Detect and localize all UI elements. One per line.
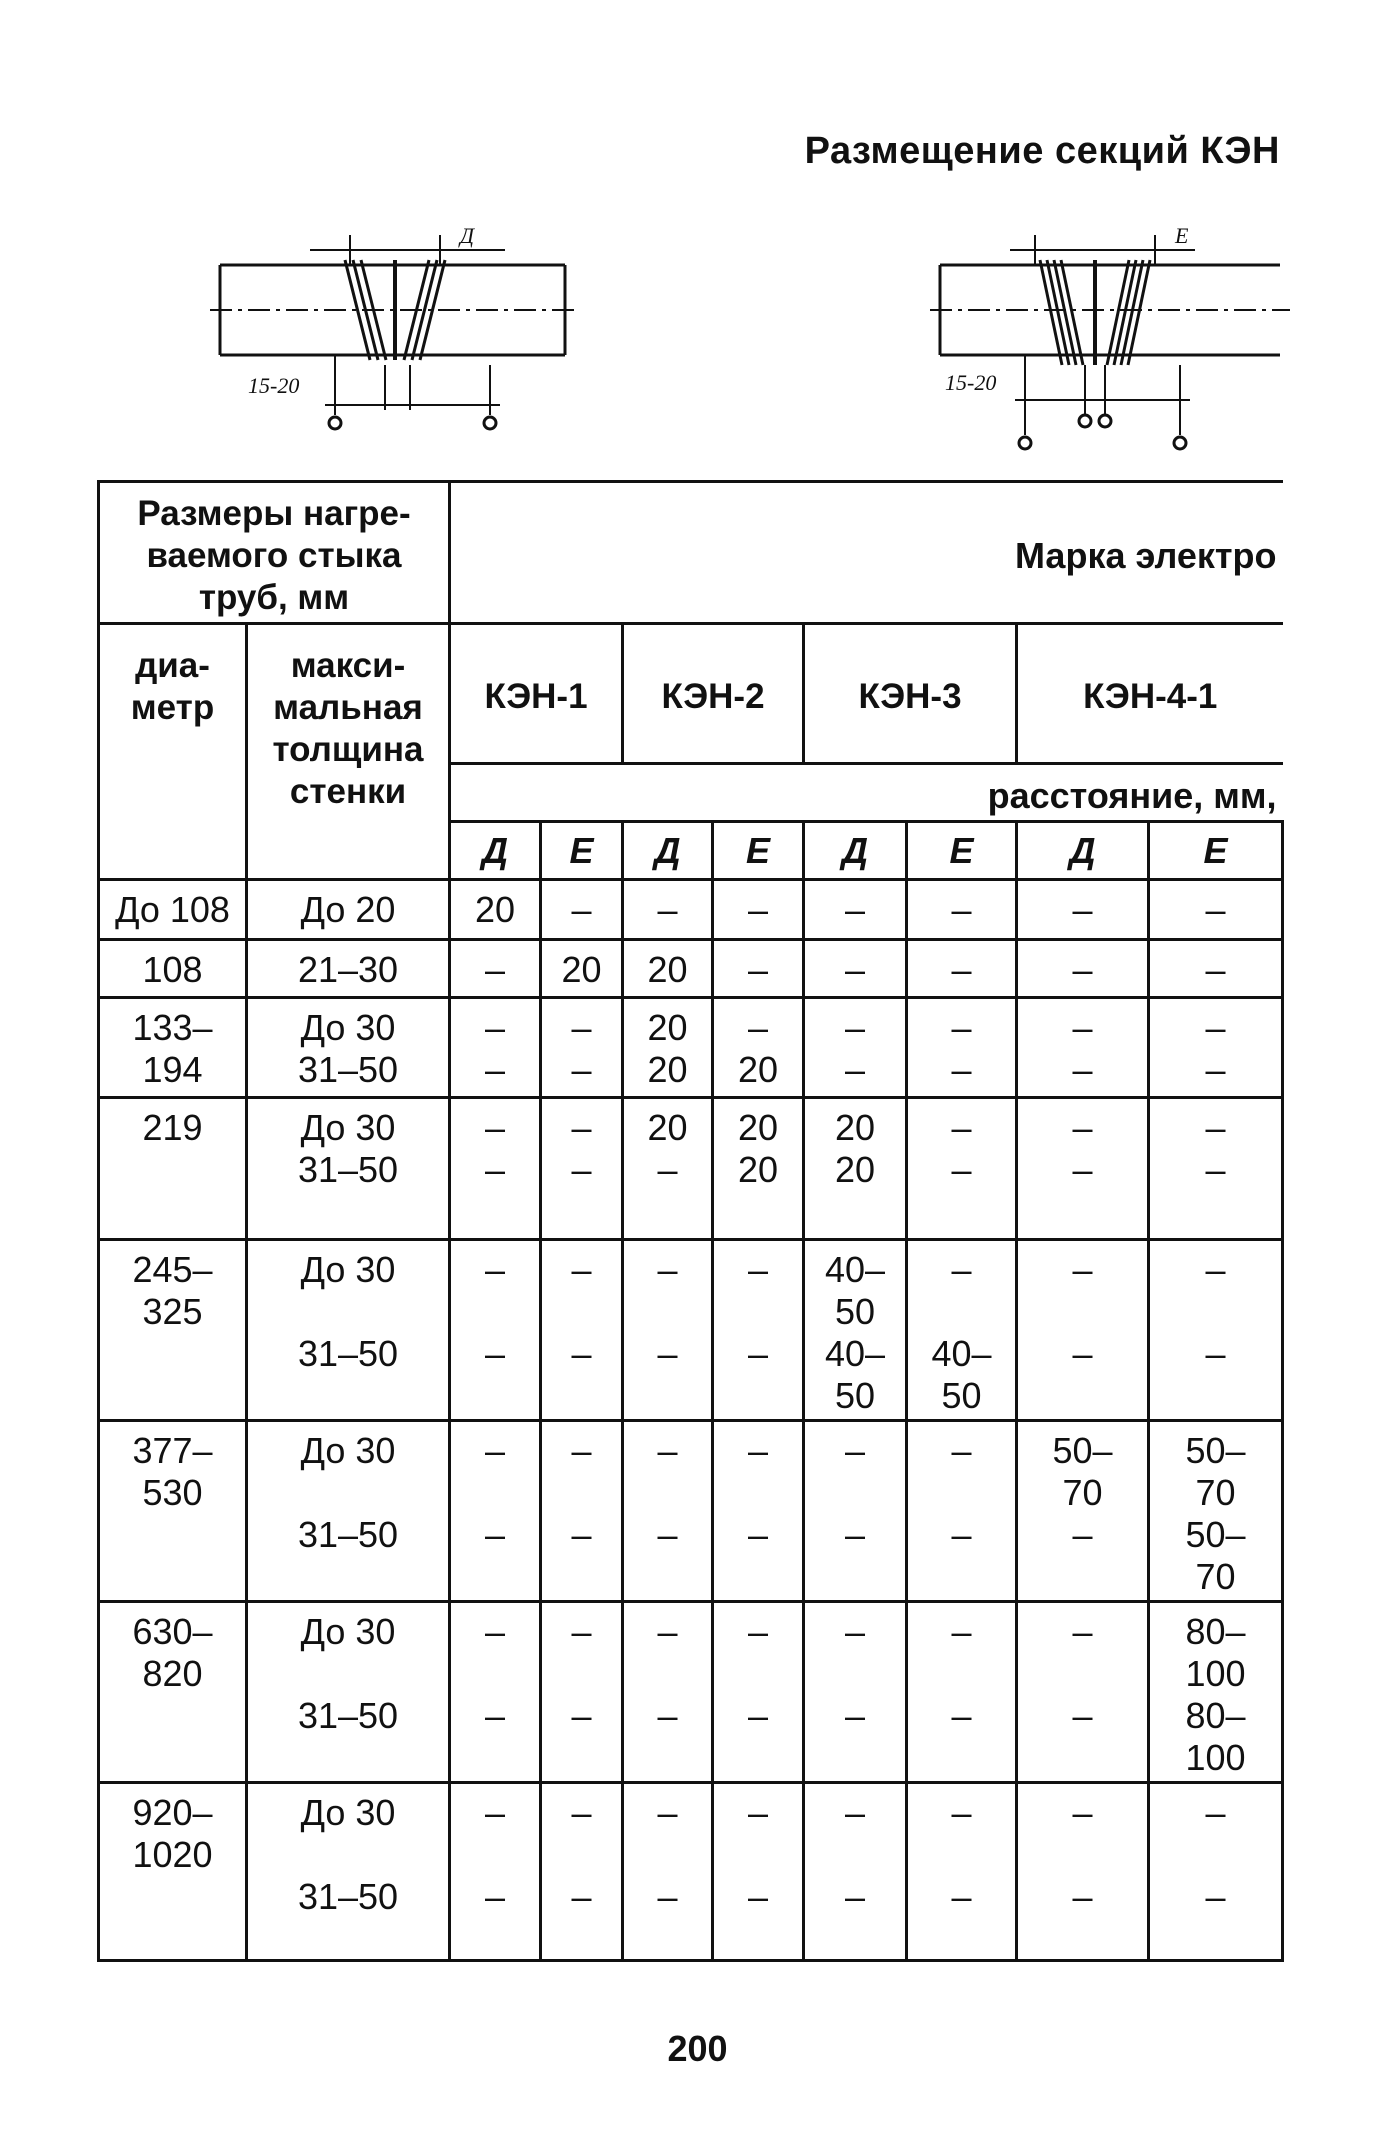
cell-distance xyxy=(623,998,713,1098)
cell-line: – xyxy=(1205,1007,1226,1048)
cell-line: – xyxy=(844,949,866,990)
cell-line: – xyxy=(1072,1514,1093,1555)
cell-line: – xyxy=(951,1430,972,1471)
cell-line xyxy=(1020,1653,1145,1695)
page-title: Размещение секций КЭН xyxy=(804,130,1280,172)
cell-line: 630– xyxy=(132,1611,213,1652)
cell-distance xyxy=(1017,1098,1149,1240)
cell-line: – xyxy=(484,1049,506,1090)
cell-distance xyxy=(804,1098,907,1240)
cell-line: 100 xyxy=(1185,1737,1246,1778)
mark-header-ken-4-1: КЭН-4-1 xyxy=(1017,624,1283,764)
cell-distance xyxy=(804,1602,907,1783)
cell-distance xyxy=(450,1602,541,1783)
cell-distance xyxy=(713,940,804,998)
cell-line: – xyxy=(951,889,972,930)
cell-line: 31–50 xyxy=(297,1149,399,1190)
cell-line: – xyxy=(657,1149,678,1190)
cell-line: – xyxy=(747,1514,769,1555)
cell-line xyxy=(544,1291,619,1333)
cell-line: – xyxy=(1072,949,1093,990)
cell-line: – xyxy=(747,1792,769,1833)
table-row xyxy=(99,1783,1283,1961)
dim-15-20-label: 15-20 xyxy=(248,373,300,398)
cell-line xyxy=(250,1291,446,1333)
cell-line: 530 xyxy=(142,1472,203,1513)
cell-distance xyxy=(907,1098,1017,1240)
page-number: 200 xyxy=(667,2028,728,2069)
cell-line: – xyxy=(657,1695,678,1736)
cell-distance xyxy=(1017,998,1149,1098)
cell-line xyxy=(716,1291,800,1333)
cell-line: – xyxy=(844,1611,866,1652)
cell-line: – xyxy=(951,949,972,990)
cell-line: – xyxy=(571,1007,592,1048)
cell-line: 20 xyxy=(834,1149,876,1190)
cell-distance xyxy=(713,1421,804,1602)
cell-line xyxy=(716,1472,800,1514)
cell-line: – xyxy=(484,1430,506,1471)
table-row xyxy=(99,1098,1283,1240)
cell-line: – xyxy=(844,1876,866,1917)
cell-line: – xyxy=(484,1007,506,1048)
mark-header-ken-3: КЭН-3 xyxy=(804,624,1017,764)
cell-line: 31–50 xyxy=(297,1049,399,1090)
group-header-electro-mark: Марка электро xyxy=(450,482,1283,624)
cell-line: – xyxy=(657,1876,678,1917)
cell-diameter xyxy=(99,1098,247,1240)
cell-distance xyxy=(713,880,804,940)
cell-line: 80– xyxy=(1185,1695,1246,1736)
cell-line: – xyxy=(484,949,506,990)
cell-line: – xyxy=(747,1249,769,1290)
cell-line: – xyxy=(484,1876,506,1917)
cell-distance xyxy=(1017,1783,1149,1961)
cell-distance xyxy=(907,998,1017,1098)
cell-line: 325 xyxy=(142,1291,203,1332)
cell-line: 50 xyxy=(834,1375,876,1416)
cell-diameter xyxy=(99,1783,247,1961)
cell-line: До 30 xyxy=(300,1792,396,1833)
table-row xyxy=(99,1421,1283,1602)
cell-line: – xyxy=(1205,1876,1226,1917)
sub-header-d: Д xyxy=(450,822,541,880)
cell-line xyxy=(910,1834,1013,1876)
cell-line: 70 xyxy=(1062,1472,1103,1513)
cell-line: – xyxy=(1205,1249,1226,1290)
cell-thickness xyxy=(247,1240,450,1421)
cell-distance xyxy=(1017,1421,1149,1602)
cell-line: 20 xyxy=(737,1049,779,1090)
cell-distance xyxy=(623,880,713,940)
cell-line: – xyxy=(747,889,769,930)
cell-distance xyxy=(1149,998,1283,1098)
cell-line: – xyxy=(747,949,769,990)
cell-line xyxy=(807,1472,903,1514)
cell-line: – xyxy=(1205,949,1226,990)
cell-line: – xyxy=(571,1249,592,1290)
cell-diameter xyxy=(99,880,247,940)
cell-line: 377– xyxy=(132,1430,213,1471)
cell-line: 20 xyxy=(737,1107,779,1148)
cell-line: – xyxy=(657,1514,678,1555)
cell-line: – xyxy=(1072,1611,1093,1652)
cell-distance xyxy=(907,1783,1017,1961)
cell-thickness xyxy=(247,1421,450,1602)
cell-line: 20 xyxy=(737,1149,779,1190)
cell-line: – xyxy=(484,1107,506,1148)
cell-line: 920– xyxy=(132,1792,213,1833)
cell-line xyxy=(910,1653,1013,1695)
cell-line: – xyxy=(657,1792,678,1833)
cell-distance xyxy=(907,1602,1017,1783)
cell-line: 40– xyxy=(824,1333,886,1374)
cell-distance xyxy=(1017,880,1149,940)
table-row xyxy=(99,880,1283,940)
cell-line: 194 xyxy=(142,1049,203,1090)
cell-distance xyxy=(541,1602,623,1783)
cell-distance xyxy=(1149,1098,1283,1240)
cell-distance xyxy=(623,940,713,998)
cell-distance xyxy=(541,1098,623,1240)
cell-line: 50– xyxy=(1052,1430,1113,1471)
cell-line: – xyxy=(951,1876,972,1917)
cell-diameter xyxy=(99,1240,247,1421)
cell-line xyxy=(544,1834,619,1876)
cell-line: 31–50 xyxy=(297,1695,399,1736)
cell-line: – xyxy=(1072,1333,1093,1374)
cell-line xyxy=(453,1291,537,1333)
cell-line: – xyxy=(571,1333,592,1374)
cell-line xyxy=(807,1653,903,1695)
cell-line: – xyxy=(951,1107,972,1148)
dim-e-label: Е xyxy=(1175,223,1189,248)
cell-distance xyxy=(804,1240,907,1421)
cell-line xyxy=(250,1472,446,1514)
cell-distance xyxy=(450,998,541,1098)
ken-placement-table xyxy=(97,480,1284,1962)
cell-distance xyxy=(541,880,623,940)
cell-distance xyxy=(450,880,541,940)
cell-line: До 30 xyxy=(300,1249,396,1290)
cell-distance xyxy=(804,940,907,998)
cell-line: – xyxy=(747,1430,769,1471)
cell-line: – xyxy=(747,1876,769,1917)
cell-line: 80– xyxy=(1185,1611,1246,1652)
cell-line: – xyxy=(1072,1107,1093,1148)
cell-line: – xyxy=(951,1149,972,1190)
cell-line: – xyxy=(571,1514,592,1555)
cell-line: До 30 xyxy=(300,1611,396,1652)
cell-line: 70 xyxy=(1195,1556,1236,1597)
cell-line: – xyxy=(844,1514,866,1555)
cell-thickness xyxy=(247,940,450,998)
cell-line: 219 xyxy=(142,1107,203,1148)
cell-distance xyxy=(623,1098,713,1240)
cell-line: – xyxy=(571,889,592,930)
sub-header-e: Е xyxy=(713,822,804,880)
cell-line: – xyxy=(1072,1876,1093,1917)
cell-line: 20 xyxy=(561,949,602,990)
cell-distance xyxy=(450,1240,541,1421)
cell-distance xyxy=(1017,1240,1149,1421)
cell-line xyxy=(1152,1291,1279,1333)
cell-distance xyxy=(1017,1602,1149,1783)
cell-diameter xyxy=(99,940,247,998)
table-row xyxy=(99,1240,1283,1421)
sub-header-d: Д xyxy=(623,822,713,880)
cell-line: 100 xyxy=(1185,1653,1246,1694)
cell-line: До 30 xyxy=(300,1430,396,1471)
table-row xyxy=(99,998,1283,1098)
cell-line xyxy=(453,1653,537,1695)
cell-line: – xyxy=(747,1611,769,1652)
cell-distance xyxy=(541,940,623,998)
cell-line: 21–30 xyxy=(297,949,399,990)
cell-line: 20 xyxy=(647,1007,688,1048)
cell-line: – xyxy=(484,1149,506,1190)
sub-header-e: Е xyxy=(1149,822,1283,880)
cell-line xyxy=(1020,1291,1145,1333)
sub-header-e: Е xyxy=(907,822,1017,880)
cell-line xyxy=(716,1653,800,1695)
dim-15-20-label: 15-20 xyxy=(945,370,997,395)
cell-line: – xyxy=(951,1514,972,1555)
cell-line: 245– xyxy=(132,1249,213,1290)
cell-line: – xyxy=(951,1695,972,1736)
cell-thickness xyxy=(247,998,450,1098)
cell-line: До 20 xyxy=(300,889,396,930)
cell-distance xyxy=(450,1783,541,1961)
cell-distance xyxy=(450,1098,541,1240)
distance-header: расстояние, мм, xyxy=(450,764,1283,822)
cell-distance xyxy=(1017,940,1149,998)
cell-diameter xyxy=(99,998,247,1098)
cell-line: 133– xyxy=(132,1007,213,1048)
sub-header-e: Е xyxy=(541,822,623,880)
cell-line: – xyxy=(657,1249,678,1290)
cell-line: – xyxy=(844,889,866,930)
cell-distance xyxy=(623,1783,713,1961)
cell-line: – xyxy=(1205,889,1226,930)
cell-line: – xyxy=(1072,1007,1093,1048)
cell-diameter xyxy=(99,1602,247,1783)
cell-line: 50 xyxy=(941,1375,982,1416)
cell-distance xyxy=(804,1783,907,1961)
cell-line: – xyxy=(1205,1792,1226,1833)
cell-line: – xyxy=(571,1792,592,1833)
cell-thickness xyxy=(247,1783,450,1961)
cell-line: 40– xyxy=(931,1333,992,1374)
cell-line: – xyxy=(657,1611,678,1652)
cell-line: – xyxy=(657,1333,678,1374)
cell-distance xyxy=(541,1240,623,1421)
cell-distance xyxy=(804,880,907,940)
cell-distance xyxy=(1149,940,1283,998)
cell-line xyxy=(453,1472,537,1514)
cell-distance xyxy=(1149,880,1283,940)
cell-distance xyxy=(804,998,907,1098)
cell-line: – xyxy=(484,1611,506,1652)
cell-thickness xyxy=(247,880,450,940)
cell-line: 31–50 xyxy=(297,1333,399,1374)
cell-line xyxy=(544,1653,619,1695)
cell-line: 31–50 xyxy=(297,1514,399,1555)
cell-line: – xyxy=(844,1792,866,1833)
cell-line: – xyxy=(844,1430,866,1471)
column-header-diameter: диа- метр xyxy=(99,624,247,880)
cell-line: – xyxy=(747,1695,769,1736)
cell-line: – xyxy=(747,1333,769,1374)
cell-line: – xyxy=(1072,1249,1093,1290)
cell-distance xyxy=(450,1421,541,1602)
table-row xyxy=(99,1602,1283,1783)
cell-line: 20 xyxy=(647,1049,688,1090)
cell-distance xyxy=(623,1602,713,1783)
cell-line: – xyxy=(571,1695,592,1736)
cell-line: – xyxy=(1072,1149,1093,1190)
cell-line: – xyxy=(484,1333,506,1374)
cell-line: – xyxy=(1072,1792,1093,1833)
sub-header-d: Д xyxy=(1017,822,1149,880)
cell-line: – xyxy=(951,1611,972,1652)
cell-line xyxy=(250,1653,446,1695)
cell-line: – xyxy=(571,1107,592,1148)
cell-line: – xyxy=(844,1049,866,1090)
cell-line: – xyxy=(951,1792,972,1833)
cell-line: – xyxy=(484,1792,506,1833)
cell-line: 40– xyxy=(824,1249,886,1290)
cell-line: – xyxy=(1205,1049,1226,1090)
section-drawing-left xyxy=(210,215,590,435)
mark-header-ken-2: КЭН-2 xyxy=(623,624,804,764)
cell-line: – xyxy=(484,1249,506,1290)
cell-line: – xyxy=(484,1514,506,1555)
cell-line xyxy=(910,1472,1013,1514)
cell-line: – xyxy=(571,1049,592,1090)
cell-thickness xyxy=(247,1098,450,1240)
cell-line: – xyxy=(844,1695,866,1736)
cell-distance xyxy=(713,1240,804,1421)
cell-line: – xyxy=(951,1049,972,1090)
cell-distance xyxy=(623,1421,713,1602)
cell-line: – xyxy=(844,1007,866,1048)
cell-distance xyxy=(713,1098,804,1240)
cell-line xyxy=(910,1291,1013,1333)
cell-distance xyxy=(907,1421,1017,1602)
cell-line xyxy=(626,1653,709,1695)
cell-line: 20 xyxy=(834,1107,876,1148)
group-header-pipe-size: Размеры нагре- ваемого стыка труб, мм xyxy=(99,482,450,624)
cell-distance xyxy=(1149,1783,1283,1961)
cell-distance xyxy=(1149,1602,1283,1783)
cell-distance xyxy=(1149,1421,1283,1602)
column-header-thickness: макси- мальная толщина стенки xyxy=(247,624,450,880)
cell-line: – xyxy=(1205,1333,1226,1374)
cell-distance xyxy=(1149,1240,1283,1421)
table-row xyxy=(99,940,1283,998)
mark-header-ken-1: КЭН-1 xyxy=(450,624,623,764)
cell-line xyxy=(544,1472,619,1514)
cell-line xyxy=(626,1834,709,1876)
cell-line: – xyxy=(1072,1049,1093,1090)
cell-line: До 30 xyxy=(300,1007,396,1048)
cell-line: – xyxy=(1072,1695,1093,1736)
cell-distance xyxy=(541,998,623,1098)
cell-line: – xyxy=(484,1695,506,1736)
cell-distance xyxy=(541,1421,623,1602)
cell-distance xyxy=(623,1240,713,1421)
cell-line: 20 xyxy=(647,1107,688,1148)
cell-line: До 108 xyxy=(115,889,230,930)
cell-line: 50– xyxy=(1185,1514,1246,1555)
cell-distance xyxy=(713,1783,804,1961)
cell-line: – xyxy=(657,1430,678,1471)
cell-line: – xyxy=(1072,889,1093,930)
cell-line xyxy=(626,1472,709,1514)
cell-line: – xyxy=(951,1007,972,1048)
cell-line: 70 xyxy=(1195,1472,1236,1513)
cell-line: 31–50 xyxy=(297,1876,399,1917)
cell-line: – xyxy=(657,889,678,930)
section-drawing-right xyxy=(930,215,1290,455)
dim-d-label: Д xyxy=(460,223,474,248)
cell-line: 50 xyxy=(834,1291,876,1332)
cell-line xyxy=(250,1834,446,1876)
cell-distance xyxy=(541,1783,623,1961)
cell-line: – xyxy=(571,1611,592,1652)
cell-line: 20 xyxy=(474,889,516,930)
cell-line: – xyxy=(571,1876,592,1917)
cell-line: 1020 xyxy=(132,1834,213,1875)
cell-distance xyxy=(907,880,1017,940)
cell-distance xyxy=(713,998,804,1098)
cell-line xyxy=(1020,1834,1145,1876)
cell-line: 20 xyxy=(647,949,688,990)
cell-distance xyxy=(907,940,1017,998)
cell-line: – xyxy=(571,1149,592,1190)
cell-line xyxy=(1152,1834,1279,1876)
cell-line xyxy=(453,1834,537,1876)
cell-distance xyxy=(713,1602,804,1783)
cell-distance xyxy=(450,940,541,998)
cell-line xyxy=(807,1834,903,1876)
cell-line: – xyxy=(1205,1149,1226,1190)
cell-diameter xyxy=(99,1421,247,1602)
cell-distance xyxy=(804,1421,907,1602)
cell-line: До 30 xyxy=(300,1107,396,1148)
sub-header-d: Д xyxy=(804,822,907,880)
cell-line xyxy=(626,1291,709,1333)
cell-line xyxy=(716,1834,800,1876)
cell-line: 108 xyxy=(142,949,203,990)
cell-line: – xyxy=(571,1430,592,1471)
cell-line: 50– xyxy=(1185,1430,1246,1471)
cell-line: – xyxy=(1205,1107,1226,1148)
cell-line: – xyxy=(747,1007,769,1048)
cell-thickness xyxy=(247,1602,450,1783)
cell-line: – xyxy=(951,1249,972,1290)
cell-line: 820 xyxy=(142,1653,203,1694)
cell-distance xyxy=(907,1240,1017,1421)
